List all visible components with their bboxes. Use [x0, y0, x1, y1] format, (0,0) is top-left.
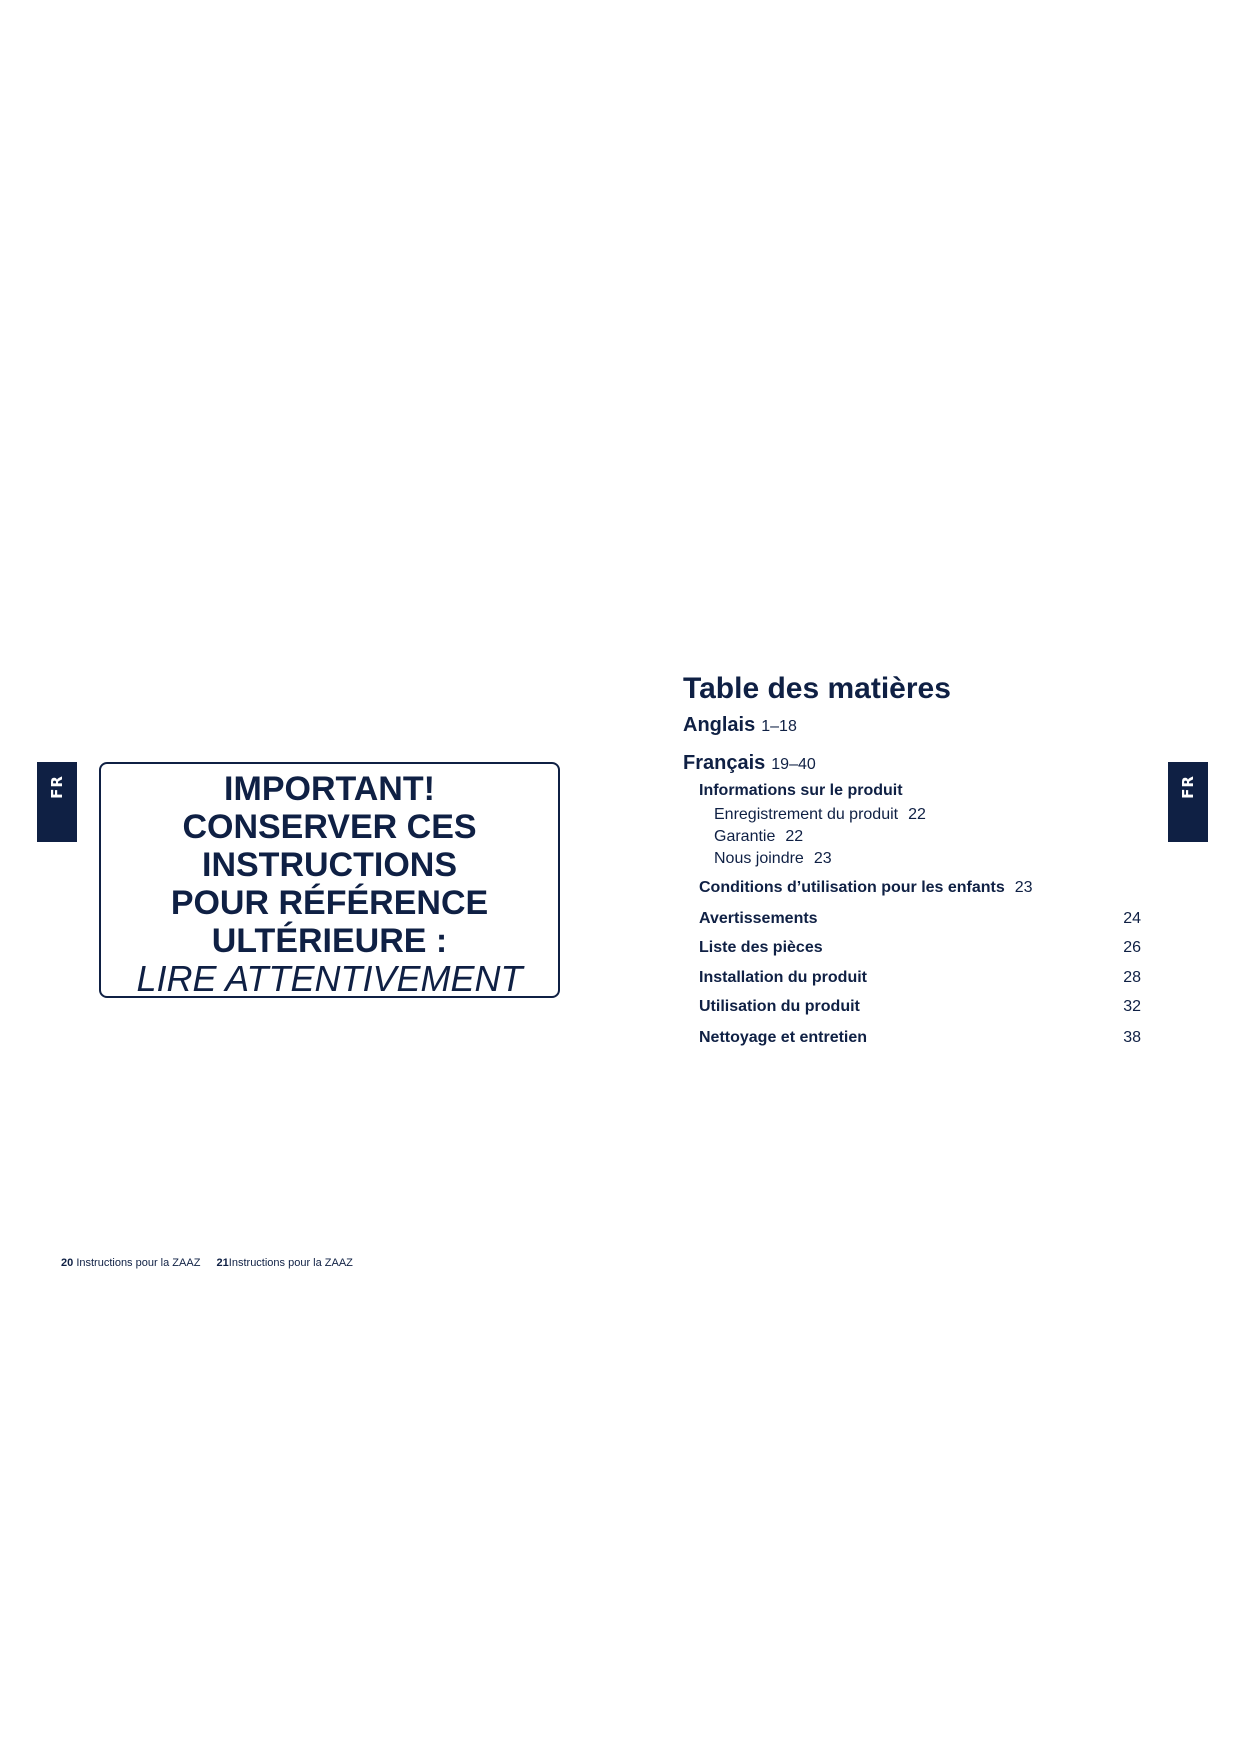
toc-row	[699, 910, 1141, 928]
toc-row-label: Nettoyage et entretien	[699, 1029, 868, 1046]
notice-line: CONSERVER CES	[182, 808, 477, 846]
toc-entry-pages: 1–18	[761, 718, 797, 735]
toc-entry-francais	[683, 752, 816, 775]
toc-subentry-page: 23	[813, 850, 832, 867]
notice-line: INSTRUCTIONS	[202, 846, 457, 884]
toc-row-page: 38	[1123, 1029, 1141, 1046]
language-tab-label: FR	[48, 775, 66, 799]
toc-row-page: 26	[1123, 939, 1141, 956]
toc-title: Table des matières	[683, 672, 951, 705]
toc-row-page: 32	[1123, 998, 1141, 1015]
notice-line: ULTÉRIEURE :	[211, 922, 448, 960]
table-of-contents	[683, 670, 1143, 1046]
footer-left-text: Instructions pour la ZAAZ	[76, 1257, 201, 1269]
toc-section-page: 23	[1014, 879, 1033, 896]
toc-subentry-label: Nous joindre	[714, 850, 804, 867]
toc-row	[699, 939, 1141, 957]
footer-right-text: Instructions pour la ZAAZ	[228, 1257, 353, 1269]
language-tab-right	[1168, 762, 1208, 842]
page-footer	[61, 1257, 353, 1269]
toc-row	[699, 969, 1141, 987]
important-notice-box	[99, 762, 560, 998]
footer-right-page-number: 21	[216, 1257, 229, 1269]
toc-row-label: Installation du produit	[699, 969, 867, 986]
toc-subentry-page: 22	[785, 828, 804, 845]
toc-subentry	[714, 806, 926, 824]
toc-subentry	[714, 850, 832, 868]
toc-subentry-label: Garantie	[714, 828, 776, 845]
notice-line: POUR RÉFÉRENCE	[170, 884, 489, 922]
language-tab-label: FR	[1179, 775, 1197, 799]
toc-entry-pages: 19–40	[771, 756, 816, 773]
toc-row-label: Liste des pièces	[699, 939, 823, 956]
notice-line: IMPORTANT!	[224, 770, 435, 808]
language-tab-left	[37, 762, 77, 842]
toc-row-page: 28	[1123, 969, 1141, 986]
toc-row-page: 24	[1123, 910, 1141, 927]
footer-left-page-number: 20	[61, 1257, 74, 1269]
toc-entry-anglais	[683, 714, 797, 737]
toc-subentry-label: Enregistrement du produit	[714, 806, 899, 823]
toc-section-informations: Informations sur le produit	[699, 782, 903, 799]
toc-row	[699, 1029, 1141, 1047]
toc-row-label: Utilisation du produit	[699, 998, 860, 1015]
toc-subentry	[714, 828, 803, 846]
toc-row-label: Avertissements	[699, 910, 818, 927]
toc-subentry-page: 22	[908, 806, 926, 823]
toc-entry-label: Anglais	[683, 714, 756, 736]
toc-entry-label: Français	[683, 752, 766, 774]
notice-read-carefully: LIRE ATTENTIVEMENT	[136, 958, 523, 999]
toc-row	[699, 998, 1141, 1016]
toc-section-label: Conditions d’utilisation pour les enfants	[699, 879, 1005, 896]
toc-section-conditions	[699, 879, 1033, 897]
